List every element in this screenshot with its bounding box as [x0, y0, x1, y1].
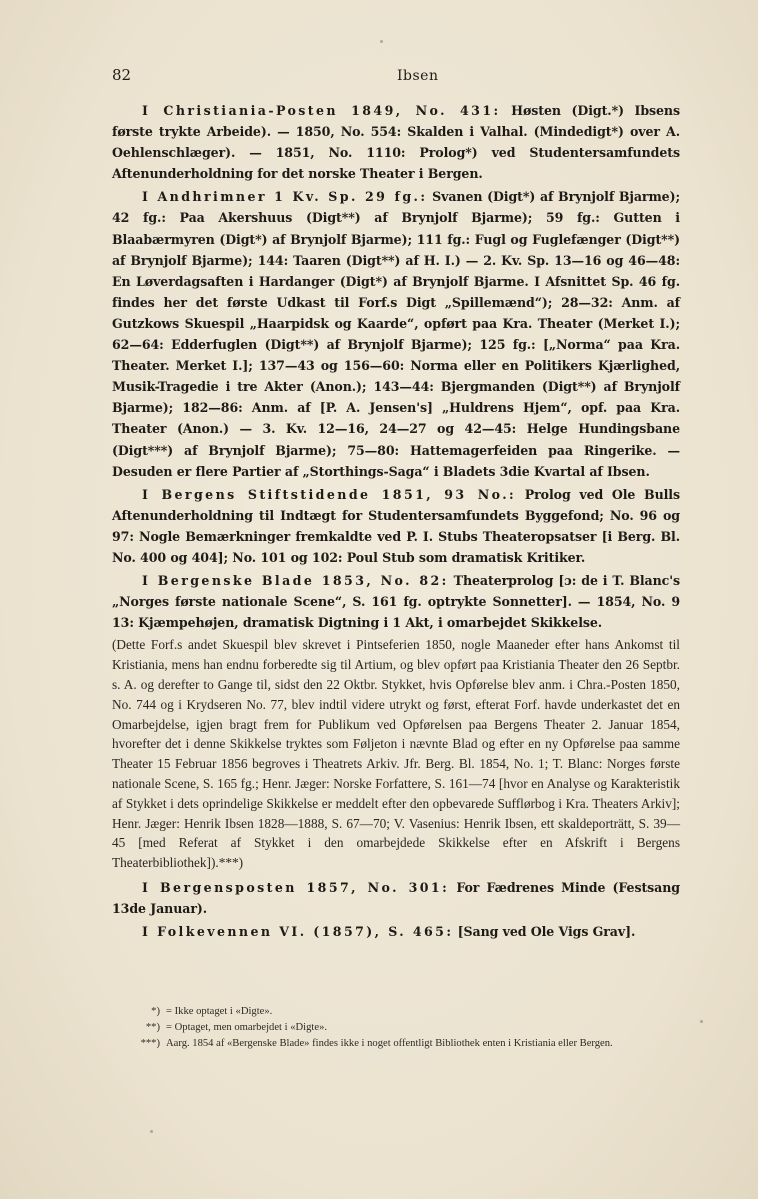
entry-text: Prolog ved Ole Bulls Aftenunderholdning til Indtægt for Studentersamfundets Byggefond; No. 96 og 97: Nogle Bemærkninger fremkaldte ved P. I. Stubs Theateropsatser [i Berg. Bl. No. 400 og 404]; No. 101 og 102: Poul Stub som dramatisk Kritiker.: [112, 486, 680, 565]
footnote-mark: **): [145, 1021, 160, 1033]
entry-bergens-stiftstidende: [112, 484, 680, 568]
footnote-text: = Ikke optaget i «Digte».: [166, 1006, 273, 1017]
paper-speck: [700, 1020, 703, 1023]
entry-text: Svanen (Digt*) af Brynjolf Bjarme); 42 fg.: Paa Akershuus (Digt**) af Brynjolf Bjarme); 59 fg.: Gutten i Blaabærmyren (Digt*) af Brynjolf Bjarme); 111 fg.: Fugl og Fuglefænger (Digt**) af Brynjolf Bjarme); 144: Taaren (Digt**) af H. I.) — 2. Kv. Sp. 13—16 og 46—48: En Løverdagsaften i Hardanger (Digt*) af Brynjolf Bjarme. I Afsnittet Sp. 46 fg. findes her det første Udkast til Forf.s Digt „Spillemænd“); 28—32: Anm. af Gutzkows Skuespil „Haarpidsk og Kaarde“, opført paa Kra. Theater (Merket I.); 62—64: Edderfuglen (Digt**) af Brynjolf Bjarme); 125 fg.: [„Norma“ paa Kra. Theater. Merket I.]; 137—43 og 156—60: Norma eller en Politikers Kjærlighed, Musik-Tragedie i tre Akter (Anon.); 143—44: Bjergmanden (Digt**) af Brynjolf Bjarme); 182—86: Anm. af [P. A. Jensen's] „Huldrens Hjem“, opf. paa Kra. Theater (Anon.) — 3. Kv. 12—16, 24—27 og 42—45: Helge Hundingsbane (Digt***) af Brynjolf Bjarme); 75—80: Hattemagerfeiden paa Ringerike. — Desuden er flere Partier af „Storthings-Saga“ i Bladets 3die Kvartal af Ibsen.: [112, 189, 680, 479]
paper-speck: [150, 1130, 153, 1133]
entry-andhrimner: [112, 186, 680, 481]
page-number: 82: [112, 66, 132, 84]
footnote-mark: ***): [140, 1037, 160, 1049]
entry-lead: I Bergens Stiftstidende 1851, 93 No.:: [142, 486, 517, 502]
footnote-text: Aarg. 1854 af «Bergenske Blade» findes ikke i noget offentligt Bibliothek enten i Kristiania eller Bergen.: [166, 1037, 613, 1049]
running-title: Ibsen: [397, 68, 439, 84]
entry-lead: I Andhrimner 1 Kv. Sp. 29 fg.:: [142, 189, 428, 205]
footnote: [112, 1004, 680, 1020]
entry-christiania-posten: [112, 100, 680, 184]
page-header: [112, 66, 672, 88]
paper-speck: [380, 40, 383, 43]
entry-lead: I Bergensposten 1857, No. 301:: [142, 879, 450, 895]
entry-text: Høsten (Digt.*) Ibsens første trykte Arbeide). — 1850, No. 554: Skalden i Valhal. (Mindedigt*) over A. Oehlenschlæger). — 1851, No. 1110: Prolog*) ved Studentersamfundets Aftenunderholdning for det norske Theater i Bergen.: [112, 103, 680, 182]
page-body: [112, 100, 680, 944]
entry-text: For Fædrenes Minde (Festsang 13de Januar).: [112, 879, 680, 916]
footnote: [112, 1036, 680, 1052]
entry-lead: I Bergenske Blade 1853, No. 82:: [142, 573, 449, 589]
footnote-mark: *): [151, 1006, 160, 1017]
footnote-text: = Optaget, men omarbejdet i «Digte».: [166, 1021, 328, 1033]
entry-text: Theaterprolog [ɔ: de i T. Blanc's „Norges første nationale Scene“, S. 161 fg. optrykte Sonnetter]. — 1854, No. 9 13: Kjæmpehøjen, dramatisk Digtning i 1 Akt, i omarbejdet Skikkelse.: [112, 573, 680, 631]
footnotes: [112, 1004, 680, 1051]
entry-text: [Sang ved Ole Vigs Grav].: [457, 924, 636, 940]
footnote: [112, 1020, 680, 1036]
entry-bergenske-blade: [112, 570, 680, 633]
entry-bergensposten: [112, 877, 680, 919]
kjaempehojen-note-paragraph: (Dette Forf.s andet Skuespil blev skrevet i Pintseferien 1850, nogle Maaneder efter hans Ankomst til Kristiania, mens han endnu forberedte sig til Artium, og blev opført paa Kristiania Theater den 26 Septbr. s. A. og derefter to Gange til, sidst den 22 Oktbr. Stykket, hvis Opførelse blev anm. i Chra.-Posten 1850, No. 744 og i Krydseren No. 77, blev indtil videre utrykt og først, efterat Forf. havde underkastet det en Omarbejdelse, igjen bragt frem for Publikum ved Opførelsen paa Bergens Theater 2. Januar 1854, hvorefter det i denne Skikkelse tryktes som Føljeton i nævnte Blad og efter en ny Opførelse paa samme Theater 15 Februar 1856 begroves i Theatrets Arkiv. Jfr. Berg. Bl. 1854, No. 1; T. Blanc: Norges første nationale Scene, S. 165 fg.; Henr. Jæger: Norske Forfattere, S. 161—74 [hvor en Analyse og Karakteristik af Stykket i dets oprindelige Skikkelse er meddelt efter den opbevarede Sufflørbog i Kra. Theaters Arkiv]; Henr. Jæger: Henrik Ibsen 1828—1888, S. 67—70; V. Vasenius: Henrik Ibsen, ett skaldeporträtt, S. 39—45 [med Referat af Stykket i den omarbejdede Skikkelse efter en Afskrift i Bergens Theaterbibliothek]).***): [112, 637, 680, 871]
entry-folkevennen: [112, 921, 680, 942]
entry-lead: I Christiania-Posten 1849, No. 431:: [142, 103, 501, 118]
entry-lead: I Folkevennen VI. (1857), S. 465:: [142, 924, 454, 940]
